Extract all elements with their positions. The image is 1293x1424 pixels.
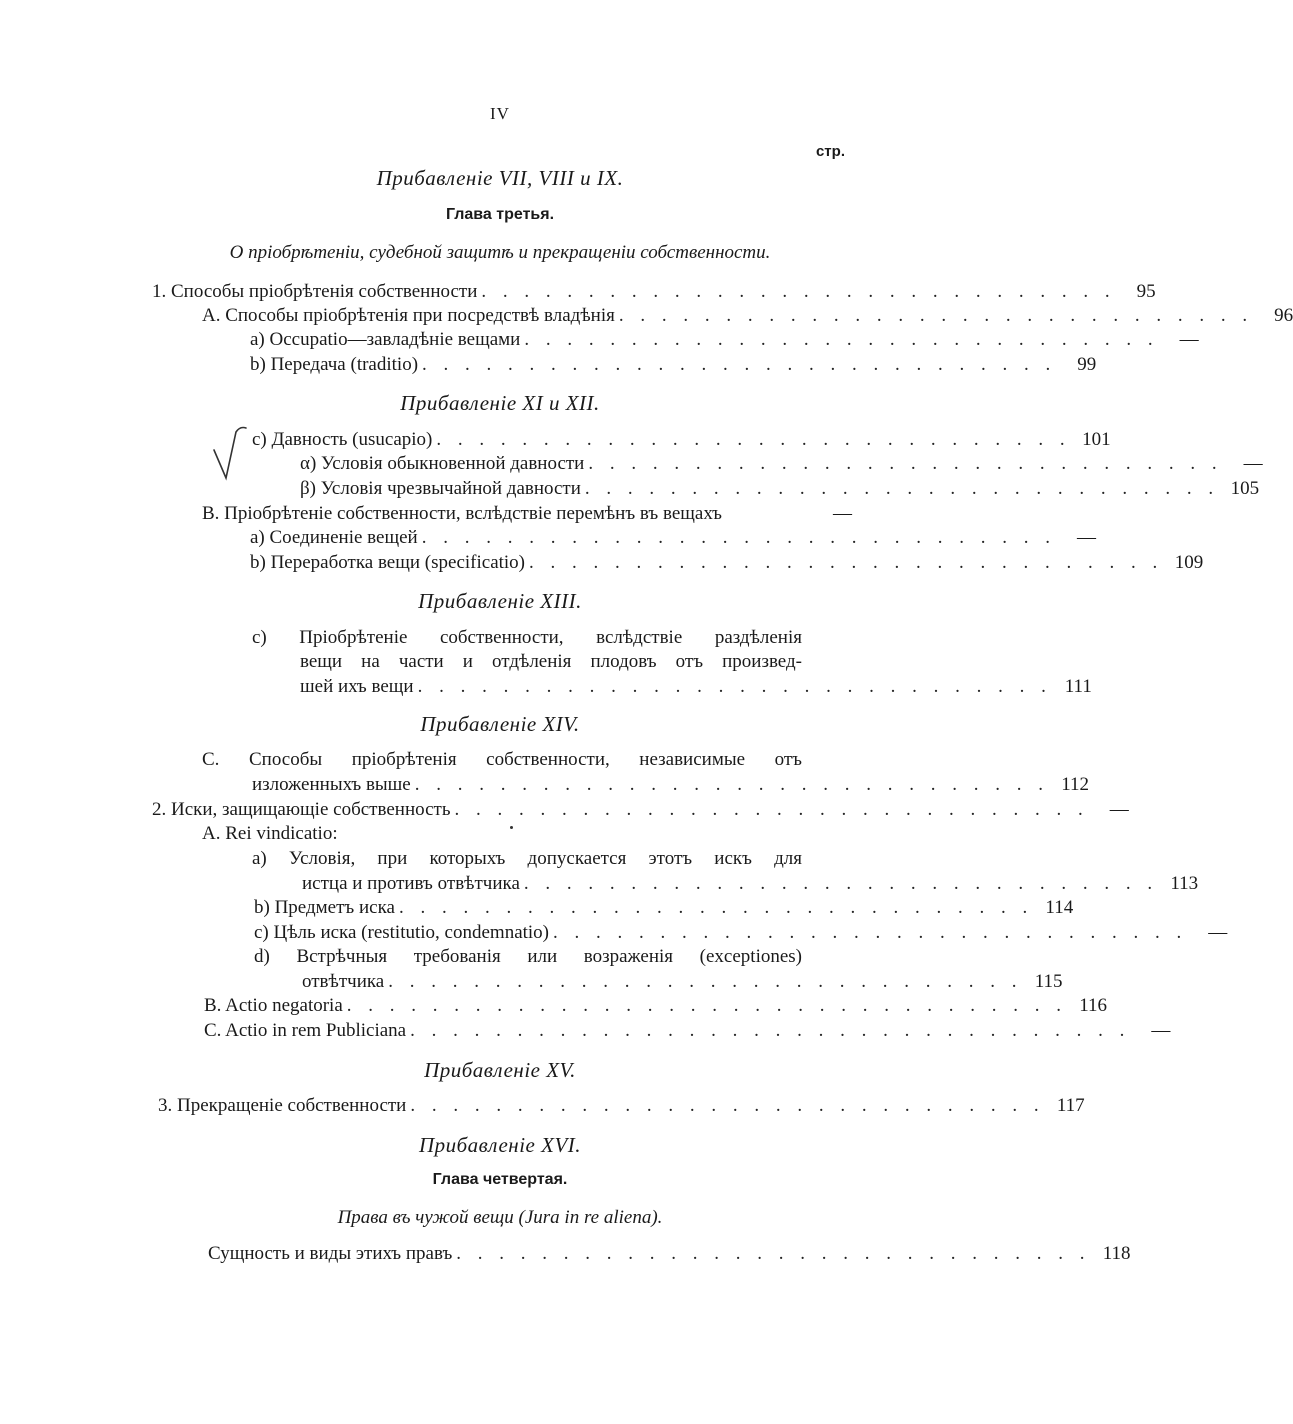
toc-entry-page: 99 <box>1077 354 1097 375</box>
toc-entry-text: b) Предметъ иска <box>254 897 395 918</box>
toc-entry[interactable] <box>208 1242 1131 1266</box>
toc-entry[interactable] <box>252 428 1111 452</box>
leader-dots: . . . . . . . . . . . . . . . . . . . . . . . . . . . . . . <box>481 281 1116 302</box>
leader-dots: . . . . . . . . . . . . . . . . . . . . . . . . . . . . . . <box>388 971 1023 992</box>
toc-entry-text: b) Переработка вещи (specificatio) <box>250 552 526 573</box>
toc-entry-text: a) Условія, при которыхъ допускается этотъ искъ для <box>252 848 802 869</box>
toc-entry-text: c) Цѣль иска (restitutio, condemnatio) <box>254 922 550 943</box>
toc-entry[interactable] <box>204 994 1108 1018</box>
toc-entry-page: 118 <box>1102 1243 1131 1264</box>
toc-entry-page: 114 <box>1045 897 1074 918</box>
leader-dots: . . . . . . . . . . . . . . . . . . . . . . . . . . . . . . <box>410 1095 1045 1116</box>
leader-dots: . . . . . . . . . . . . . . . . . . . . . . . . . . . . . . <box>456 1243 1091 1264</box>
supplement-heading: Прибавленіе XV. <box>424 1058 576 1082</box>
chapter-subtitle: Права въ чужой вещи (Jura in re aliena). <box>337 1207 663 1228</box>
toc-entry[interactable] <box>152 280 1156 304</box>
toc-entry-page: 96 <box>1274 305 1293 326</box>
toc-entry-page: 112 <box>1061 774 1089 795</box>
toc-entry-text: c) Давность (usucapio) <box>252 429 433 450</box>
toc-entry-page: 95 <box>1136 281 1156 302</box>
leader-dots: . . . . . . . . . . . . . . . . . . . . . . . . . . . . . . <box>524 329 1159 350</box>
leader-dots: . . . . . . . . . . . . . . . . . . . . . . . . . . . . . . <box>553 922 1188 943</box>
chapter-subtitle: О пріобрѣтеніи, судебной защитѣ и прекращеніи собственности. <box>229 242 771 263</box>
toc-entry-text: 3. Прекращеніе собственности <box>158 1095 407 1116</box>
leader-dots: . . . . . . . . . . . . . . . . . . . . . . . . . . . . . . . . . . <box>346 995 1068 1016</box>
toc-entry-page: — <box>1076 527 1096 548</box>
toc-entry-page: — <box>1208 922 1228 943</box>
toc-entry-page: 113 <box>1170 873 1199 894</box>
toc-entry-page: — <box>1179 329 1199 350</box>
toc-entry-text: a) Occupatio—завладѣніе вещами <box>250 329 521 350</box>
toc-entry-page: — <box>1109 799 1129 820</box>
toc-entry-text: A. Rei vindicatio: <box>202 823 338 844</box>
toc-entry-page: — <box>1151 1020 1171 1041</box>
leader-dots: . . . . . . . . . . . . . . . . . . . . . . . . . . . . . . <box>417 676 1052 697</box>
toc-entry-text-continued: изложенныхъ выше <box>252 774 411 795</box>
toc-entry-text: β) Условія чрезвычайной давности <box>300 478 581 499</box>
toc-entry[interactable] <box>202 822 338 846</box>
toc-entry-text: 1. Способы пріобрѣтенія собственности <box>152 281 478 302</box>
toc-entry-text-continued: вещи на части и отдѣленія плодовъ отъ произвед- <box>300 651 802 672</box>
supplement-heading: Прибавленіе XIII. <box>418 589 582 613</box>
toc-entry[interactable] <box>202 304 1293 328</box>
toc-entry-page: 101 <box>1082 429 1111 450</box>
toc-entry[interactable] <box>252 773 1089 797</box>
pages-column-label: стр. <box>815 143 845 160</box>
toc-entry-page: 105 <box>1230 478 1260 499</box>
toc-entry-text: Сущность и виды этихъ правъ <box>208 1243 453 1264</box>
toc-entry-text: C. Actio in rem Publiciana <box>204 1020 407 1041</box>
leader-dots: . . . . . . . . . . . . . . . . . . . . . . . . . . . . . . . . . . <box>410 1020 1131 1041</box>
supplement-heading: Прибавленіе XVI. <box>418 1133 582 1157</box>
toc-entry-text: d) Встрѣчныя требованія или возраженія (exceptiones) <box>254 946 802 967</box>
stray-ink-mark <box>510 826 513 829</box>
toc-entry[interactable] <box>300 452 1263 476</box>
toc-entry[interactable] <box>204 1019 1171 1043</box>
leader-dots: . . . . . . . . . . . . . . . . . . . . . . . . . . . . . . <box>436 429 1071 450</box>
toc-entry[interactable] <box>158 1094 1085 1118</box>
toc-entry-page: 115 <box>1034 971 1063 992</box>
toc-entry-text-continued: шей ихъ вещи <box>300 676 414 697</box>
toc-entry-text: B. Actio negatoria <box>204 995 343 1016</box>
toc-entry[interactable] <box>302 872 1199 896</box>
toc-entry[interactable] <box>152 798 1129 822</box>
toc-entry[interactable] <box>300 675 1092 699</box>
toc-entry[interactable] <box>300 477 1260 501</box>
handwritten-check-icon <box>212 424 256 494</box>
chapter-title: Глава четвертая. <box>432 1171 568 1188</box>
supplement-heading: Прибавленіе XI и XII. <box>400 391 600 415</box>
leader-dots: . . . . . . . . . . . . . . . . . . . . . . . . . . . . . . <box>398 897 1034 918</box>
toc-entry-text: α) Условія обыкновенной давности <box>300 453 585 474</box>
leader-dots: . . . . . . . . . . . . . . . . . . . . . . . . . . . . . . <box>588 453 1223 474</box>
toc-entry[interactable] <box>250 551 1204 575</box>
toc-entry-text: a) Соединеніе вещей <box>250 527 418 548</box>
toc-entry-text: 2. Иски, защищающіе собственность <box>152 799 451 820</box>
toc-entry-page: 109 <box>1174 552 1204 573</box>
toc-entry[interactable] <box>302 970 1063 994</box>
leader-dots: . . . . . . . . . . . . . . . . . . . . . . . . . . . . . . <box>454 799 1089 820</box>
supplement-heading: Прибавленіе VII, VIII и IX. <box>376 166 624 190</box>
supplement-heading: Прибавленіе XIV. <box>420 712 580 736</box>
leader-dots: . . . . . . . . . . . . . . . . . . . . . . . . . . . . . . <box>618 305 1254 326</box>
toc-entry-text-continued: истца и противъ отвѣтчика <box>302 873 520 894</box>
leader-dots: . . . . . . . . . . . . . . . . . . . . . . . . . . . . . . <box>414 774 1049 795</box>
toc-entry[interactable] <box>254 921 1228 945</box>
page-number: IV <box>490 104 510 123</box>
leader-dots: . . . . . . . . . . . . . . . . . . . . . . . . . . . . . . <box>523 873 1159 894</box>
toc-entry[interactable] <box>202 502 852 526</box>
toc-entry-page: — <box>833 503 852 524</box>
toc-entry[interactable] <box>250 328 1199 352</box>
toc-entry-text: B. Пріобрѣтеніе собственности, вслѣдствіе перемѣнъ въ вещахъ <box>202 503 722 524</box>
leader-dots: . . . . . . . . . . . . . . . . . . . . . . . . . . . . . . <box>584 478 1220 499</box>
toc-entry-text: A. Способы пріобрѣтенія при посредствѣ владѣнія <box>202 305 615 326</box>
chapter-title: Глава третья. <box>445 206 555 223</box>
toc-entry-text: b) Передача (traditio) <box>250 354 419 375</box>
toc-entry-text: c) Пріобрѣтеніе собственности, вслѣдствіе раздѣленія <box>252 627 802 648</box>
toc-entry[interactable] <box>250 353 1097 377</box>
leader-dots: . . . . . . . . . . . . . . . . . . . . . . . . . . . . . . <box>422 354 1057 375</box>
toc-entry[interactable] <box>250 526 1096 550</box>
toc-entry-text: C. Способы пріобрѣтенія собственности, независимые отъ <box>202 749 802 770</box>
leader-dots: . . . . . . . . . . . . . . . . . . . . . . . . . . . . . . <box>529 552 1164 573</box>
toc-entry-page: — <box>1243 453 1263 474</box>
toc-entry-page: 117 <box>1056 1095 1085 1116</box>
toc-entry[interactable] <box>254 896 1074 920</box>
leader-dots: . . . . . . . . . . . . . . . . . . . . . . . . . . . . . . <box>421 527 1056 548</box>
toc-entry-page: 111 <box>1064 676 1092 697</box>
toc-entry-text-continued: отвѣтчика <box>302 971 385 992</box>
toc-entry-page: 116 <box>1079 995 1108 1016</box>
